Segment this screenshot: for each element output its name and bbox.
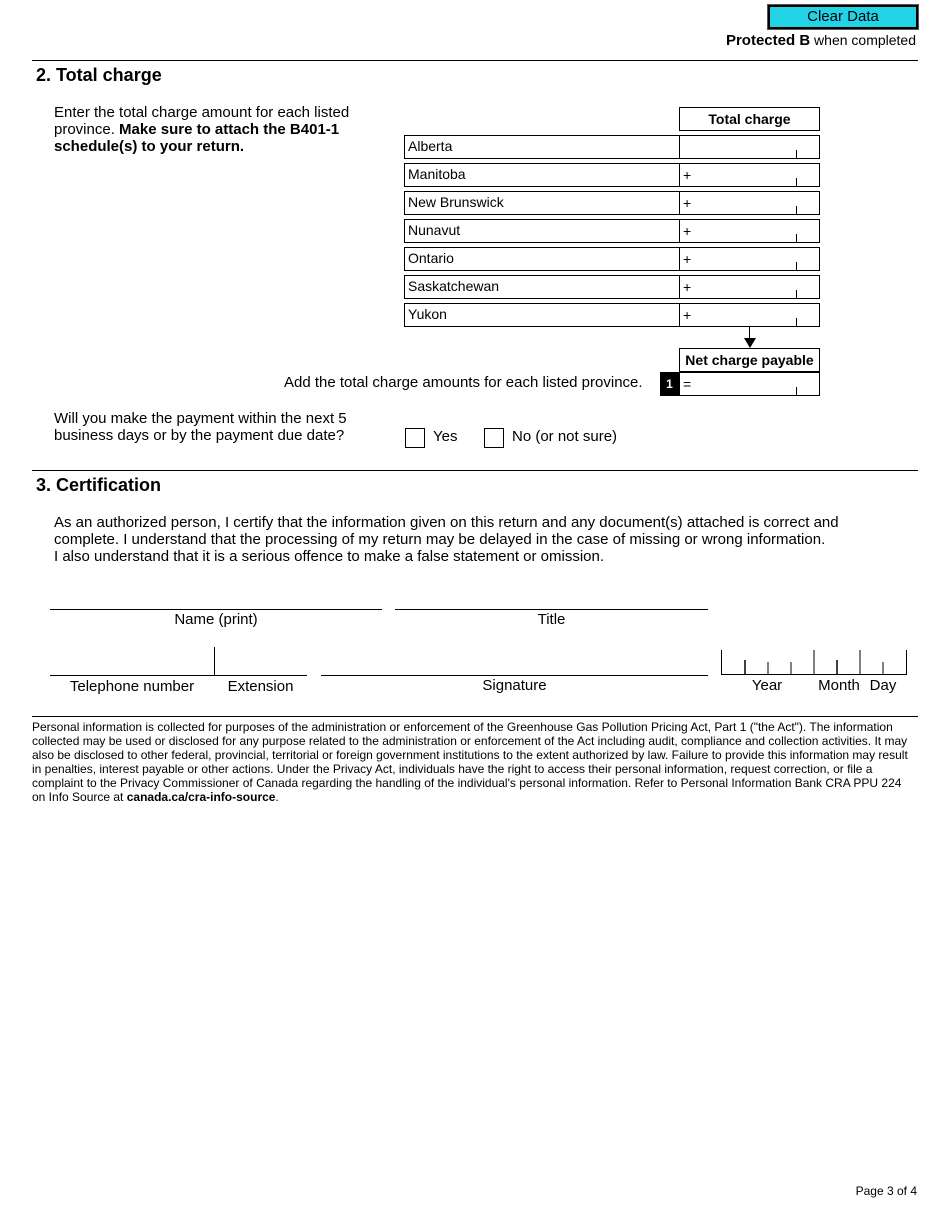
province-row (404, 303, 820, 327)
province-name: Nunavut (408, 222, 461, 238)
year-label: Year (751, 677, 783, 694)
field-separator (214, 647, 215, 675)
decimal-tick (796, 178, 797, 186)
total-charge-instruction: Enter the total charge amount for each listed province. Make sure to attach the B401-1 schedule(s) to your return. (54, 104, 350, 155)
section-divider (32, 716, 918, 717)
province-row (404, 191, 820, 215)
telephone-input[interactable] (50, 675, 214, 676)
page-number: Page 3 of 4 (855, 1184, 917, 1198)
decimal-tick (796, 262, 797, 270)
no-label: No (or not sure) (512, 428, 618, 445)
province-row (404, 163, 820, 187)
decimal-tick (796, 290, 797, 298)
decimal-tick (796, 150, 797, 158)
plus-sign: + (683, 279, 692, 295)
province-name: Ontario (408, 250, 454, 266)
signature-label: Signature (482, 677, 547, 694)
plus-sign: + (683, 223, 692, 239)
info-source-link[interactable]: canada.ca/cra-info-source (126, 790, 276, 804)
extension-label: Extension (227, 678, 294, 695)
payment-question: Will you make the payment within the next 5 business days or by the payment due date? (54, 410, 347, 444)
net-charge-payable-input[interactable] (679, 372, 820, 396)
province-row (404, 219, 820, 243)
plus-sign: + (683, 307, 692, 323)
no-checkbox[interactable] (484, 428, 504, 448)
plus-sign: + (683, 251, 692, 267)
total-charge-input[interactable] (679, 192, 820, 214)
province-name: Alberta (408, 138, 453, 154)
province-row (404, 247, 820, 271)
protected-label: Protected B when completed (725, 32, 916, 49)
decimal-tick (796, 206, 797, 214)
province-name: Saskatchewan (408, 278, 500, 294)
plus-sign: + (683, 167, 692, 183)
yes-label: Yes (433, 428, 458, 445)
title-label: Title (537, 611, 566, 628)
name-input[interactable] (50, 609, 382, 610)
total-charge-input[interactable] (679, 136, 820, 158)
section-3-title: 3. Certification (36, 475, 162, 495)
section-2-title: 2. Total charge (36, 65, 162, 85)
date-input[interactable] (721, 650, 907, 675)
decimal-tick (796, 234, 797, 242)
total-charge-column-header: Total charge (679, 107, 820, 131)
line-number-badge: 1 (660, 372, 679, 396)
province-row (404, 135, 820, 159)
decimal-tick (796, 318, 797, 326)
decimal-tick (796, 387, 797, 395)
month-label: Month (818, 677, 860, 694)
privacy-notice: Personal information is collected for purposes of the administration or enforcement of the Greenhouse Gas Pollution Pricing Act, Part 1 ("the Act"). The information collected may be used or disclosed for any purpose related to the administration or enforcement of the Act including audit, compliance and collection activities. It may also be disclosed to other federal, provincial, territorial or foreign government institutions to the extent authorized by law. Failure to provide this information may result in penalties, interest payable or other actions. Under the Privacy Act, individuals have the right to access their personal information, request correction, or file a complaint to the Privacy Commissioner of Canada regarding the handling of the individual's personal information. Refer to Personal Information Bank CRA PPU 224 on Info Source at canada.ca/cra-info-source. (32, 720, 908, 804)
total-charge-input[interactable] (679, 220, 820, 242)
signature-input[interactable] (321, 675, 708, 676)
total-charge-input[interactable] (679, 276, 820, 298)
net-charge-payable-header: Net charge payable (679, 348, 820, 372)
clear-data-button[interactable]: Clear Data (768, 5, 918, 29)
day-label: Day (869, 677, 897, 694)
telephone-label: Telephone number (69, 678, 195, 695)
section-divider (32, 60, 918, 61)
province-name: New Brunswick (408, 194, 504, 210)
province-name: Manitoba (408, 166, 466, 182)
equals-sign: = (683, 376, 692, 392)
add-total-instruction: Add the total charge amounts for each listed province. (284, 374, 643, 391)
certification-statement: As an authorized person, I certify that the information given on this return and any document(s) attached is correct and complete. I understand that the processing of my return may be delayed in the case of missing or wrong information. I also understand that it is a serious offence to make a false statement or omission. (54, 514, 839, 565)
yes-checkbox[interactable] (405, 428, 425, 448)
province-row (404, 275, 820, 299)
title-input[interactable] (395, 609, 708, 610)
total-charge-input[interactable] (679, 304, 820, 326)
plus-sign: + (683, 195, 692, 211)
total-charge-input[interactable] (679, 248, 820, 270)
total-charge-input[interactable] (679, 164, 820, 186)
section-divider (32, 470, 918, 471)
province-name: Yukon (408, 306, 447, 322)
extension-input[interactable] (214, 675, 307, 676)
name-label: Name (print) (174, 611, 258, 628)
arrow-down-icon (744, 338, 756, 348)
